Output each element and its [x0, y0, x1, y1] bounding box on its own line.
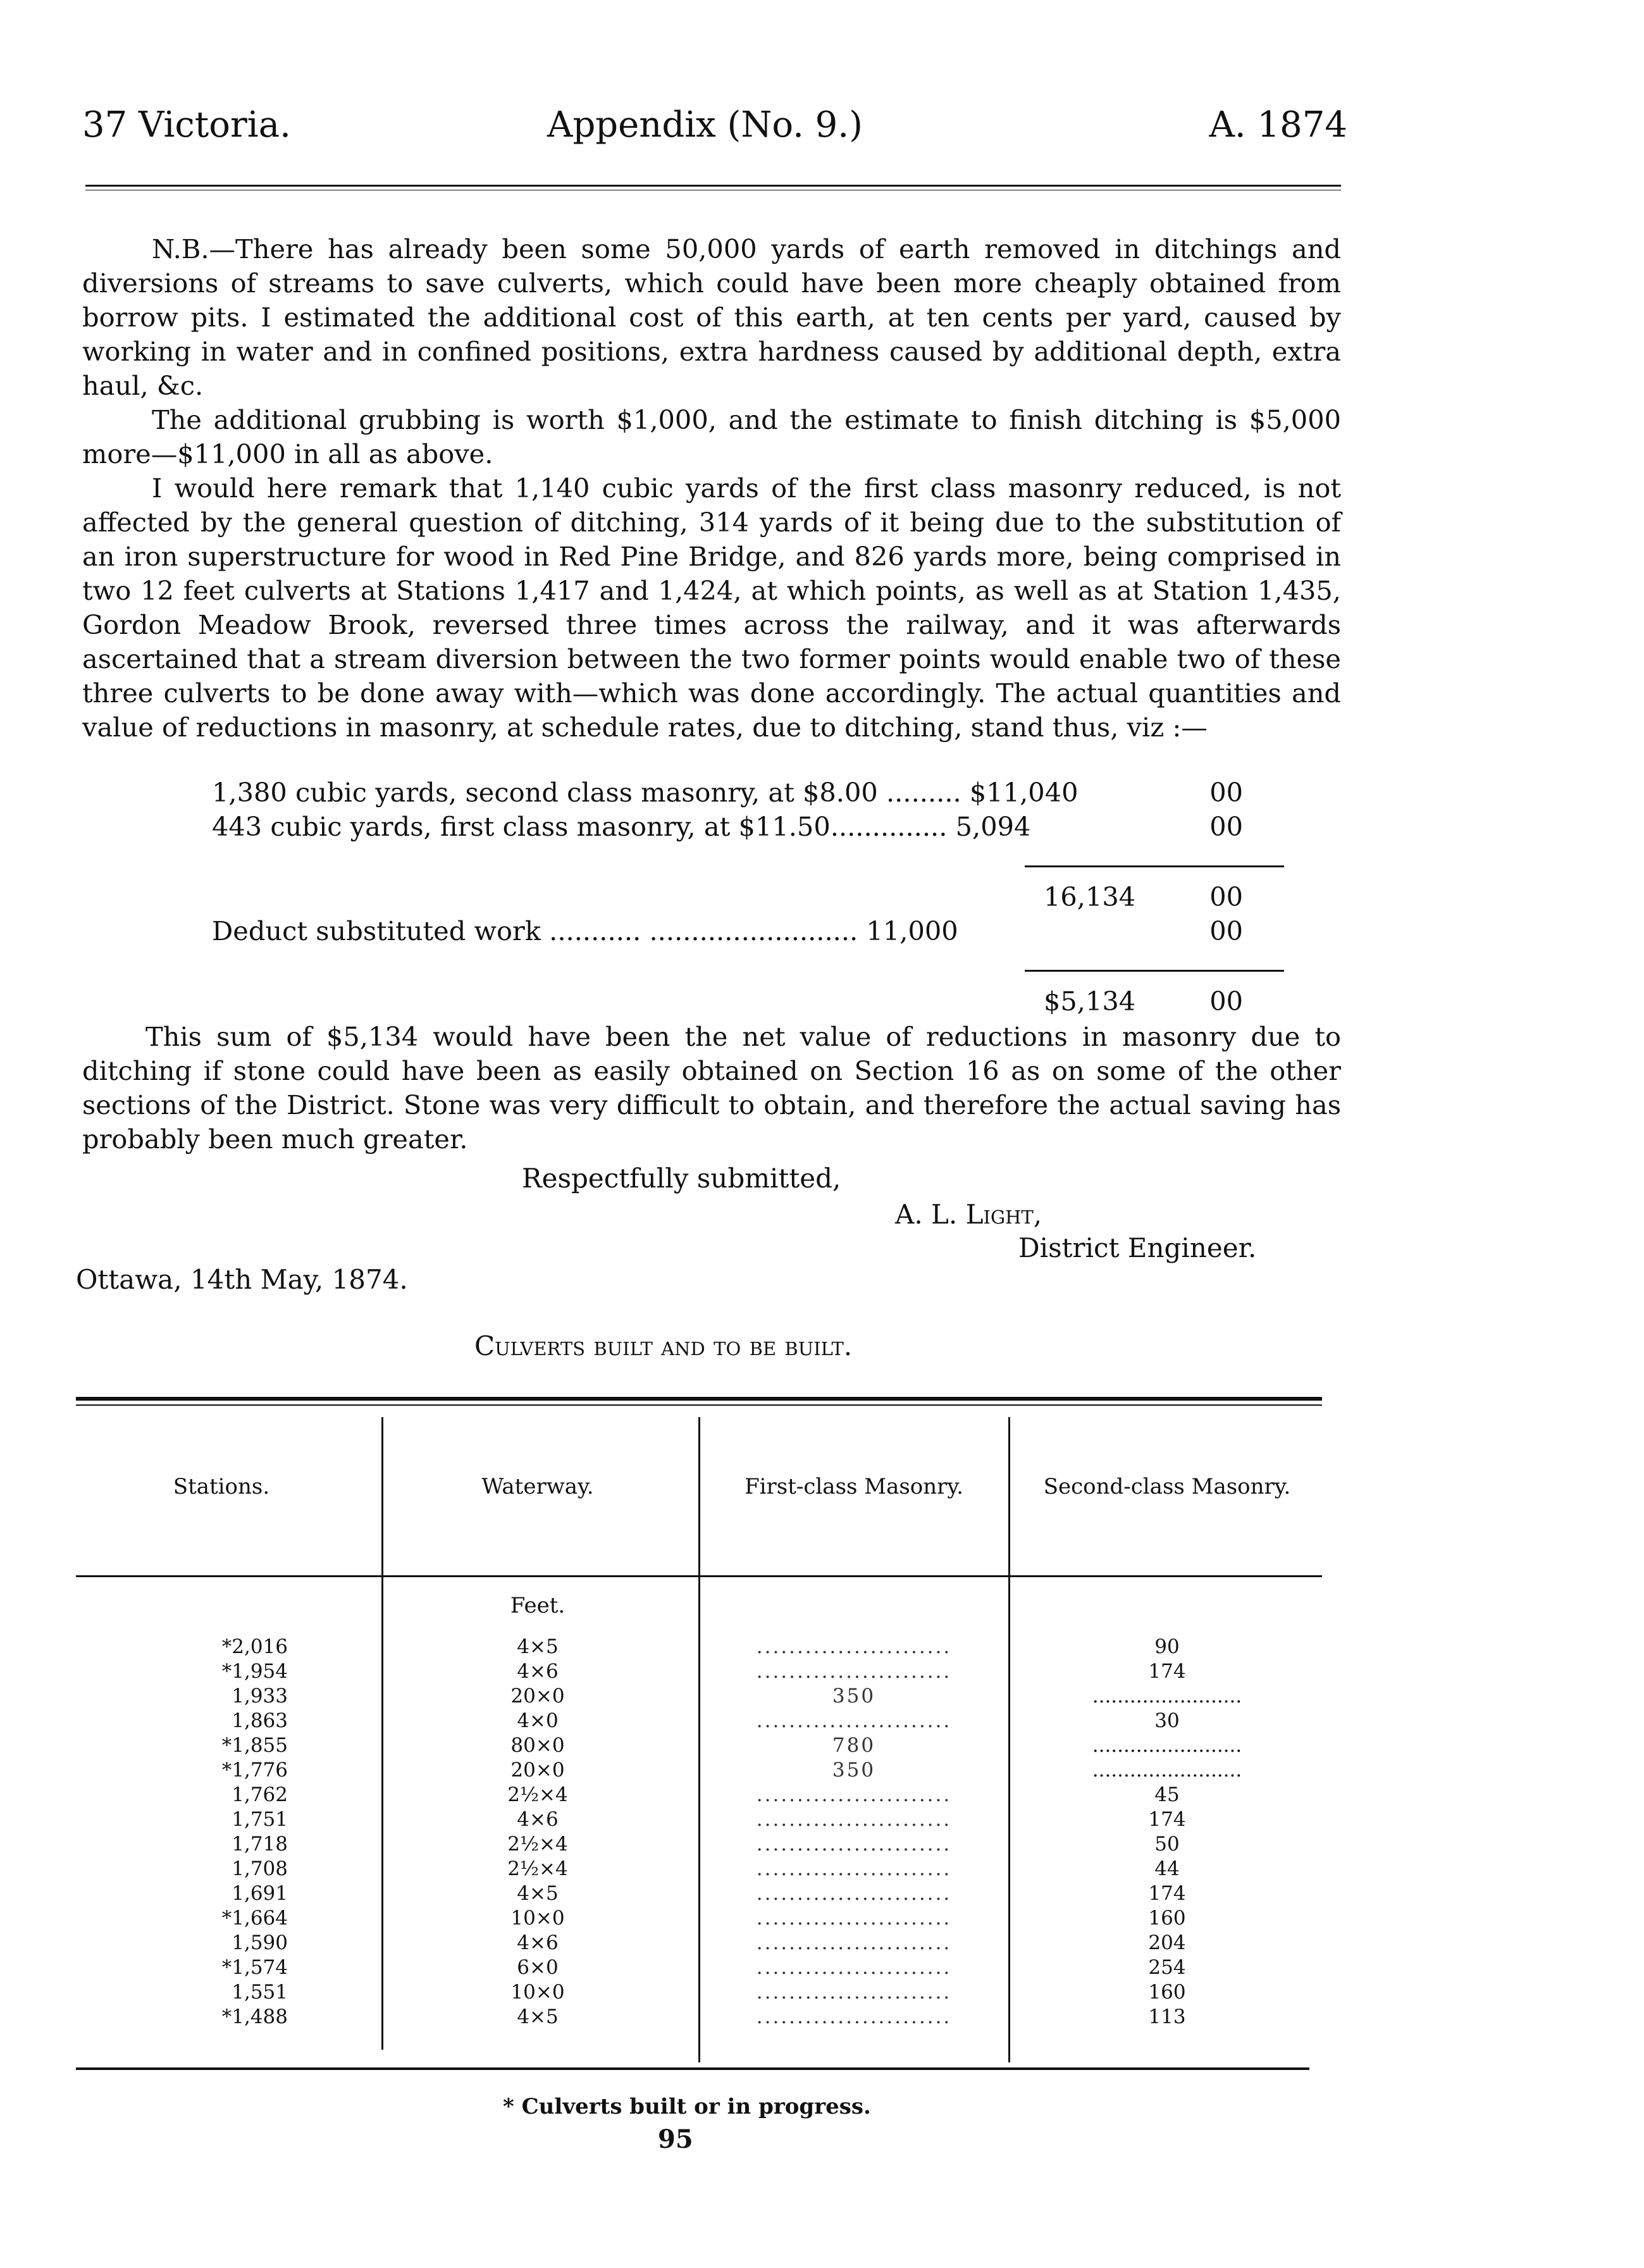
station-cell: *2,016: [221, 1635, 288, 1658]
ledger-cents: 00: [1209, 811, 1243, 842]
waterway-cell: 20×0: [510, 1685, 565, 1707]
header-session: 37 Victoria.: [82, 104, 291, 146]
signature-title: District Engineer.: [1018, 1232, 1257, 1263]
station-cell: *1,664: [221, 1907, 288, 1930]
header-stations: Stations.: [173, 1474, 270, 1499]
ledger-subtotal: 16,134: [1044, 881, 1136, 912]
header-rule: [85, 185, 1341, 187]
table-footnote: * Culverts built or in progress.: [503, 2094, 871, 2119]
signature-place-date: Ottawa, 14th May, 1874.: [76, 1264, 408, 1295]
first-class-leader: ........................: [756, 1833, 952, 1856]
waterway-cell: 2½×4: [507, 1783, 568, 1806]
second-class-cell: 204: [1148, 1931, 1186, 1954]
table-title: Culverts built and to be built.: [474, 1330, 853, 1361]
running-header: [82, 104, 1347, 155]
station-cell: 1,590: [232, 1931, 288, 1954]
waterway-cell: 80×0: [510, 1734, 565, 1757]
waterway-cell: 4×6: [517, 1808, 559, 1831]
signature-closing: Respectfully submitted,: [522, 1163, 841, 1194]
first-class-cell: 350: [832, 1759, 876, 1782]
waterway-cell: 10×0: [510, 1981, 565, 2004]
header-second-class: Second-class Masonry.: [1043, 1474, 1291, 1499]
first-class-leader: ........................: [756, 1981, 952, 2004]
second-class-cell: 44: [1154, 1857, 1180, 1880]
waterway-cell: 4×5: [517, 1882, 559, 1905]
ledger-cents: 00: [1209, 777, 1243, 808]
ledger-rule: [1025, 970, 1284, 972]
second-class-cell: 160: [1148, 1907, 1186, 1930]
station-cell: 1,863: [232, 1709, 288, 1732]
ledger-total: $5,134: [1044, 986, 1136, 1017]
waterway-cell: 4×6: [517, 1931, 559, 1954]
paragraph-closing: This sum of $5,134 would have been the net value of reductions in masonry due to ditching if stone could have been as easily obtained on Section 16 as on some of the other sections of the District. Stone was very difficult to obtain, and therefore the actual saving has probably been much greater.: [82, 1021, 1341, 1155]
first-class-cell: 350: [832, 1685, 876, 1707]
first-class-cell: 780: [832, 1734, 876, 1757]
station-cell: 1,933: [232, 1685, 288, 1707]
waterway-cell: 4×5: [517, 2005, 559, 2028]
page-number: 95: [658, 2124, 693, 2154]
second-class-cell: 45: [1154, 1783, 1180, 1806]
station-cell: 1,762: [232, 1783, 288, 1806]
second-class-cell: 30: [1154, 1709, 1180, 1732]
ledger-row: [82, 986, 1341, 1020]
waterway-cell: 10×0: [510, 1907, 565, 1930]
first-class-leader: ........................: [756, 1907, 952, 1930]
header-year: A. 1874: [1209, 104, 1347, 146]
unit-label: Feet.: [510, 1593, 566, 1618]
second-class-cell: 174: [1148, 1660, 1186, 1683]
waterway-cell: 2½×4: [507, 1857, 568, 1880]
ledger-cents: 00: [1209, 915, 1243, 946]
first-class-leader: ........................: [756, 1660, 952, 1683]
paragraph-nb: N.B.—There has already been some 50,000 yards of earth removed in ditchings and diversions of streams to save culverts, which could have been more cheaply obtained from borrow pits. I estimated the additional cost of this earth, at ten cents per yard, caused by working in water and in confined positions, extra hardness caused by additional depth, extra haul, &c.: [82, 233, 1341, 401]
ledger-row: [82, 915, 1341, 950]
ledger-row: [82, 811, 1341, 845]
first-class-leader: ........................: [756, 1635, 952, 1658]
waterway-cell: 4×0: [517, 1709, 559, 1732]
first-class-leader: ........................: [756, 1783, 952, 1806]
first-class-leader: ........................: [756, 1931, 952, 1954]
waterway-cell: 20×0: [510, 1759, 565, 1782]
station-cell: 1,751: [232, 1808, 288, 1831]
second-class-cell: 90: [1154, 1635, 1180, 1658]
station-cell: *1,954: [221, 1660, 288, 1683]
station-cell: 1,708: [232, 1857, 288, 1880]
table-bottom-rule: [76, 2067, 1309, 2070]
second-class-leader: ........................: [1092, 1759, 1242, 1782]
first-class-leader: ........................: [756, 1857, 952, 1880]
first-class-leader: ........................: [756, 1882, 952, 1905]
signature-name: A. L. Light,: [895, 1199, 1042, 1230]
ledger-cents: 00: [1209, 881, 1243, 912]
second-class-cell: 50: [1154, 1833, 1180, 1856]
ledger-desc: 443 cubic yards, first class masonry, at $11.50.............. 5,094: [212, 811, 1031, 842]
closing-paragraph: [82, 1020, 1341, 1156]
ledger-desc: 1,380 cubic yards, second class masonry, at $8.00 ......... $11,040: [212, 777, 1078, 808]
paragraph-grubbing: The additional grubbing is worth $1,000, and the estimate to finish ditching is $5,000 more—$11,000 in all as above.: [82, 404, 1341, 469]
waterway-cell: 4×5: [517, 1635, 559, 1658]
ledger-row: [82, 881, 1341, 915]
station-cell: 1,691: [232, 1882, 288, 1905]
first-class-leader: ........................: [756, 1709, 952, 1732]
ledger-cents: 00: [1209, 986, 1243, 1017]
second-class-leader: ........................: [1092, 1734, 1242, 1757]
first-class-leader: ........................: [756, 1808, 952, 1831]
second-class-cell: 254: [1148, 1956, 1186, 1979]
station-cell: 1,718: [232, 1833, 288, 1856]
waterway-cell: 6×0: [517, 1956, 559, 1979]
second-class-cell: 174: [1148, 1882, 1186, 1905]
table-top-rule: [76, 1397, 1322, 1401]
paragraph-masonry: I would here remark that 1,140 cubic yards of the first class masonry reduced, is not affected by the general question of ditching, 314 yards of it being due to the substitution of an iron superstructure for wood in Red Pine Bridge, and 826 yards more, being comprised in two 12 feet culverts at Stations 1,417 and 1,424, at which points, as well as at Station 1,435, Gordon Meadow Brook, reversed three times across the railway, and it was afterwards ascertained that a stream diversion between the two former points would enable two of these three culverts to be done away with—which was done accordingly. The actual quantities and value of reductions in masonry, at schedule rates, due to ditching, stand thus, viz :—: [82, 473, 1341, 743]
station-cell: *1,776: [221, 1759, 288, 1782]
column-rule: [381, 1417, 383, 2050]
station-cell: *1,488: [221, 2005, 288, 2028]
table-top-rule-thin: [76, 1404, 1322, 1406]
second-class-leader: ........................: [1092, 1685, 1242, 1707]
station-cell: *1,574: [221, 1956, 288, 1979]
waterway-cell: 2½×4: [507, 1833, 568, 1856]
second-class-cell: 113: [1148, 2005, 1186, 2028]
second-class-cell: 160: [1148, 1981, 1186, 2004]
ledger-desc: Deduct substituted work ........... ......................... 11,000: [212, 915, 958, 946]
waterway-cell: 4×6: [517, 1660, 559, 1683]
column-rule: [698, 1417, 700, 2062]
header-first-class: First-class Masonry.: [745, 1474, 963, 1499]
header-appendix: Appendix (No. 9.): [547, 104, 863, 146]
ledger-row: [82, 777, 1341, 811]
second-class-cell: 174: [1148, 1808, 1186, 1831]
station-cell: *1,855: [221, 1734, 288, 1757]
report-body: [82, 232, 1341, 745]
column-rule: [1008, 1417, 1010, 2062]
header-waterway: Waterway.: [481, 1474, 594, 1499]
station-cell: 1,551: [232, 1981, 288, 2004]
ledger-rule: [1025, 865, 1284, 867]
first-class-leader: ........................: [756, 1956, 952, 1979]
first-class-leader: ........................: [756, 2005, 952, 2028]
